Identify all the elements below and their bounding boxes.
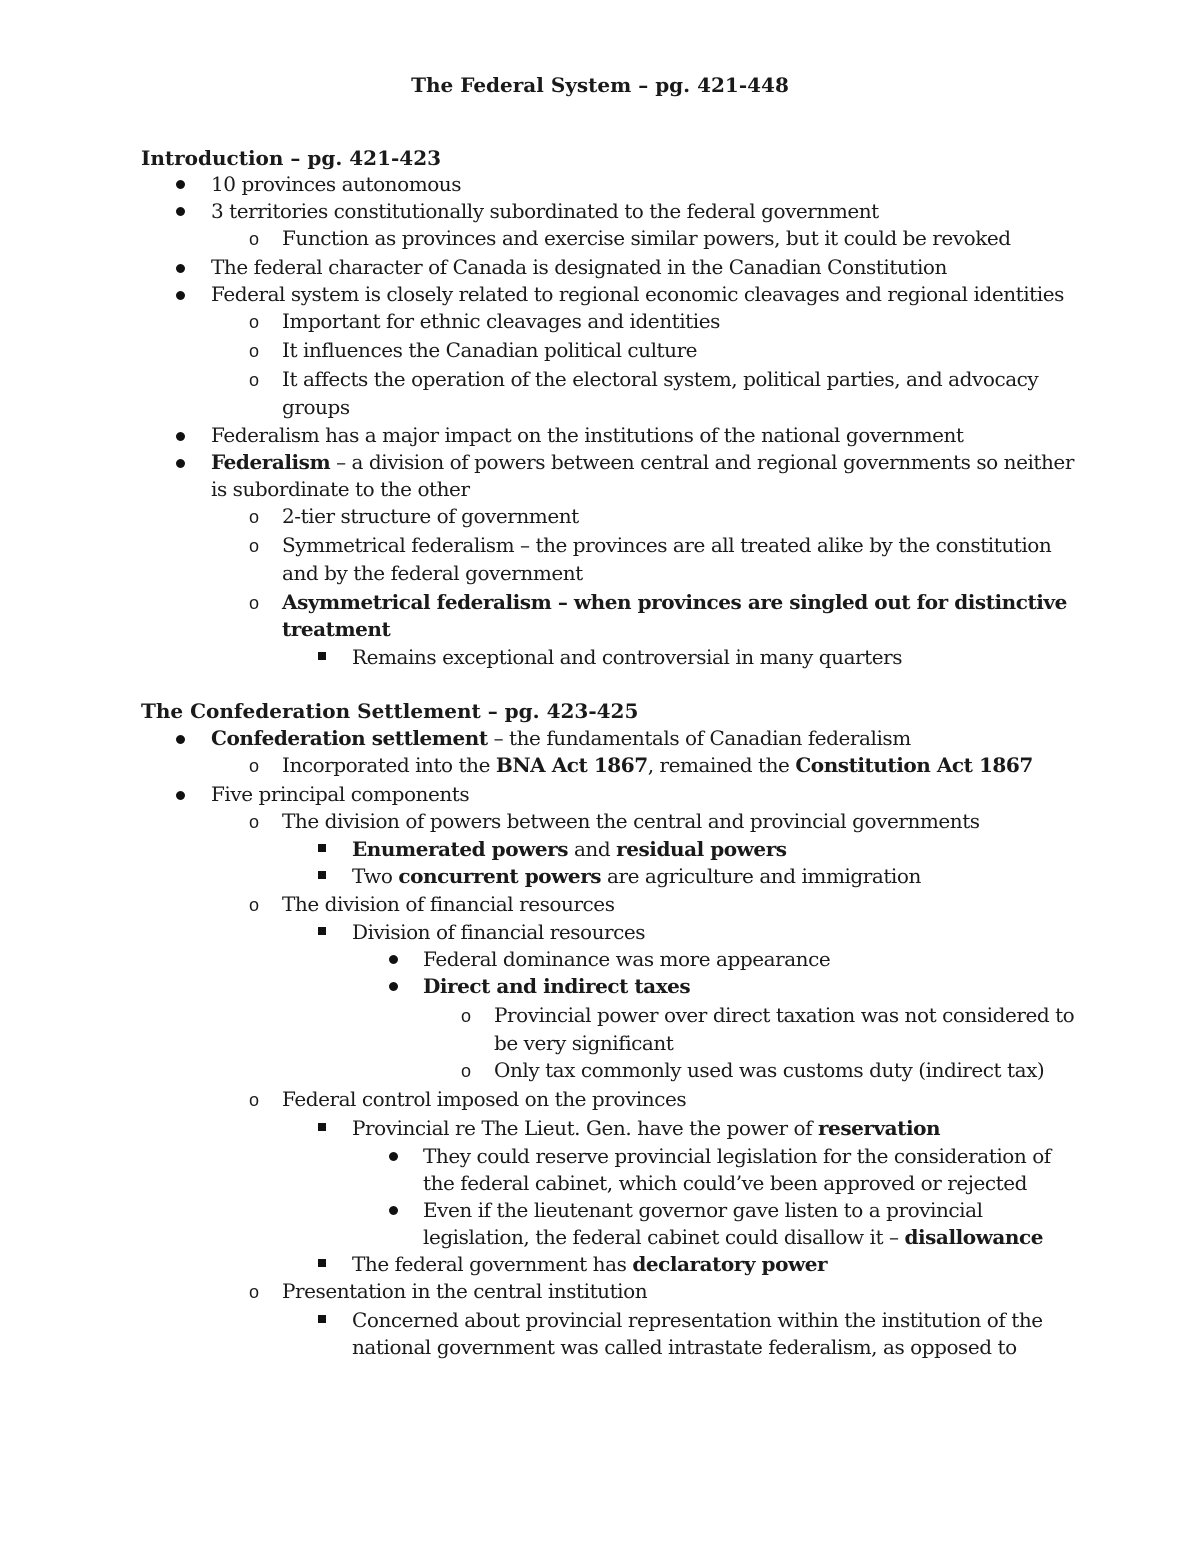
list-item-continuation: groups — [282, 395, 350, 419]
square-bullet-icon — [318, 1259, 326, 1267]
bullet-icon — [389, 982, 398, 991]
circle-bullet-icon: o — [249, 1282, 260, 1302]
list-item — [352, 863, 921, 890]
list-item: Federal dominance was more appearance — [423, 947, 831, 971]
list-item: Presentation in the central institution — [282, 1279, 648, 1303]
bullet-icon — [176, 264, 185, 273]
square-bullet-icon — [318, 927, 326, 935]
list-item — [423, 973, 690, 1000]
term: Federalism — [211, 450, 331, 474]
bullet-icon — [176, 735, 185, 744]
list-item: It influences the Canadian political culture — [282, 338, 698, 362]
list-item — [352, 1115, 940, 1142]
circle-bullet-icon: o — [249, 370, 260, 390]
list-item — [211, 449, 1074, 476]
circle-bullet-icon: o — [461, 1061, 472, 1081]
term: concurrent powers — [398, 864, 602, 888]
bullet-icon — [176, 180, 185, 189]
list-item: Important for ethnic cleavages and identities — [282, 309, 720, 333]
bullet-icon — [389, 1206, 398, 1215]
bullet-icon — [176, 291, 185, 300]
list-item — [211, 725, 911, 752]
list-item: Federalism has a major impact on the institutions of the national government — [211, 423, 964, 447]
list-item — [352, 1251, 827, 1278]
list-item: Even if the lieutenant governor gave listen to a provincial — [423, 1198, 983, 1222]
section-heading-confederation-settlement: The Confederation Settlement – pg. 423-425 — [141, 699, 639, 723]
circle-bullet-icon: o — [249, 812, 260, 832]
bullet-icon — [176, 791, 185, 800]
list-item: Five principal components — [211, 782, 470, 806]
text-run: Provincial re The Lieut. Gen. have the power of — [352, 1116, 818, 1140]
list-item: They could reserve provincial legislation for the consideration of — [423, 1144, 1051, 1168]
list-item-continuation: be very significant — [494, 1031, 674, 1055]
square-bullet-icon — [318, 1123, 326, 1131]
circle-bullet-icon: o — [249, 229, 260, 249]
circle-bullet-icon: o — [249, 341, 260, 361]
text-run: , remained the — [647, 753, 796, 777]
list-item: Division of financial resources — [352, 920, 646, 944]
text-run: The federal government has — [352, 1252, 633, 1276]
circle-bullet-icon: o — [249, 1090, 260, 1110]
list-item-continuation: national government was called intrastate federalism, as opposed to — [352, 1335, 1017, 1359]
definition: – a division of powers between central and regional governments so neither — [330, 450, 1074, 474]
list-item: The federal character of Canada is designated in the Canadian Constitution — [211, 255, 947, 279]
list-item: Function as provinces and exercise similar powers, but it could be revoked — [282, 226, 1011, 250]
text-run: and — [568, 837, 617, 861]
list-item: Provincial power over direct taxation was not considered to — [494, 1003, 1075, 1027]
circle-bullet-icon: o — [249, 312, 260, 332]
term: declaratory power — [632, 1252, 828, 1276]
list-item: Federal system is closely related to regional economic cleavages and regional identities — [211, 282, 1064, 306]
list-item-continuation: the federal cabinet, which could’ve been approved or rejected — [423, 1171, 1027, 1195]
square-bullet-icon — [318, 1315, 326, 1323]
list-item — [282, 752, 1033, 779]
section-heading-introduction: Introduction – pg. 421-423 — [141, 146, 442, 170]
definition: – the fundamentals of Canadian federalism — [487, 726, 911, 750]
circle-bullet-icon: o — [249, 593, 260, 613]
list-item-continuation — [282, 616, 390, 643]
bullet-icon — [176, 207, 185, 216]
circle-bullet-icon: o — [249, 895, 260, 915]
list-item — [282, 589, 1067, 616]
term: Constitution Act 1867 — [795, 753, 1033, 777]
term: Enumerated powers — [352, 837, 569, 861]
list-item: Remains exceptional and controversial in many quarters — [352, 645, 903, 669]
text-run: Two — [352, 864, 399, 888]
term: Direct and indirect taxes — [423, 974, 691, 998]
bullet-icon — [176, 459, 185, 468]
list-item: The division of powers between the central and provincial governments — [282, 809, 980, 833]
list-item: Only tax commonly used was customs duty (indirect tax) — [494, 1058, 1045, 1082]
term: Asymmetrical federalism – when provinces are singled out for distinctive — [282, 590, 1067, 614]
term: residual powers — [616, 837, 787, 861]
list-item: 3 territories constitutionally subordinated to the federal government — [211, 199, 879, 223]
list-item: The division of financial resources — [282, 892, 615, 916]
text-run: are agriculture and immigration — [601, 864, 921, 888]
list-item-continuation — [423, 1224, 1043, 1251]
bullet-icon — [176, 432, 185, 441]
list-item: Federal control imposed on the provinces — [282, 1087, 687, 1111]
list-item: 10 provinces autonomous — [211, 172, 462, 196]
list-item — [352, 836, 787, 863]
list-item-continuation: is subordinate to the other — [211, 477, 470, 501]
term: BNA Act 1867 — [495, 753, 648, 777]
circle-bullet-icon: o — [249, 507, 260, 527]
square-bullet-icon — [318, 871, 326, 879]
term: Confederation settlement — [211, 726, 488, 750]
circle-bullet-icon: o — [461, 1006, 472, 1026]
bullet-icon — [389, 955, 398, 964]
square-bullet-icon — [318, 844, 326, 852]
list-item: Symmetrical federalism – the provinces are all treated alike by the constitution — [282, 533, 1052, 557]
circle-bullet-icon: o — [249, 756, 260, 776]
text-run: Incorporated into the — [282, 753, 496, 777]
text-run: legislation, the federal cabinet could disallow it – — [423, 1225, 905, 1249]
term: reservation — [817, 1116, 941, 1140]
bullet-icon — [389, 1152, 398, 1161]
list-item: It affects the operation of the electoral system, political parties, and advocacy — [282, 367, 1039, 391]
page-title: The Federal System – pg. 421-448 — [411, 73, 789, 97]
square-bullet-icon — [318, 652, 326, 660]
term: disallowance — [904, 1225, 1043, 1249]
list-item-continuation: and by the federal government — [282, 561, 583, 585]
term: treatment — [282, 617, 391, 641]
circle-bullet-icon: o — [249, 536, 260, 556]
list-item: 2-tier structure of government — [282, 504, 579, 528]
list-item: Concerned about provincial representation within the institution of the — [352, 1308, 1043, 1332]
